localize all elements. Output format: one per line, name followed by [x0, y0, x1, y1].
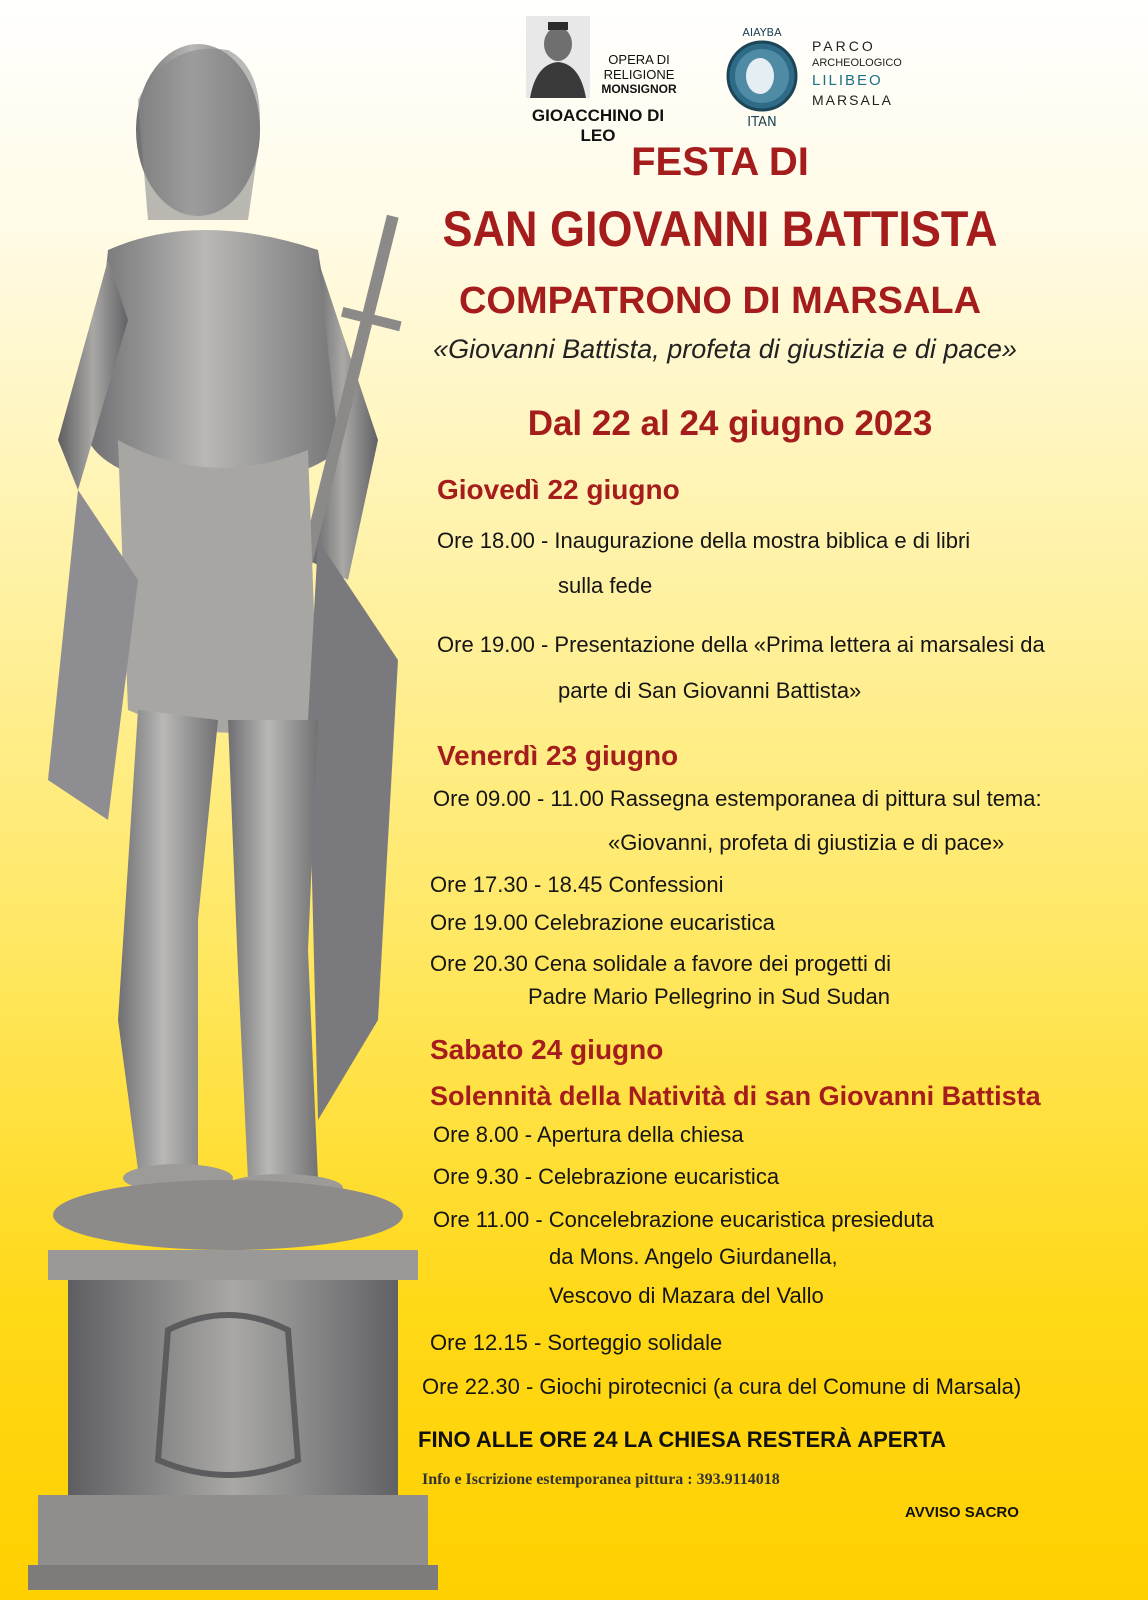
day2-line1: Ore 09.00 - 11.00 Rassegna estemporanea di pittura sul tema:: [433, 786, 1042, 811]
day1-line4: parte di San Giovanni Battista»: [558, 678, 862, 703]
day2-line2: «Giovanni, profeta di giustizia e di pace»: [608, 830, 1005, 855]
coin-icon: [722, 20, 806, 132]
bishop-portrait-icon: [526, 16, 590, 98]
day3-line5: Vescovo di Mazara del Vallo: [549, 1283, 824, 1308]
info-contact: Info e Iscrizione estemporanea pittura : 393.9114018: [422, 1471, 780, 1488]
day3-line1: Ore 8.00 - Apertura della chiesa: [433, 1122, 744, 1147]
day1-line2: sulla fede: [558, 573, 653, 598]
opera-line3: MONSIGNOR: [601, 82, 677, 96]
avviso-sacro: AVVISO SACRO: [905, 1504, 1019, 1521]
title-san-giovanni: SAN GIOVANNI BATTISTA: [442, 201, 998, 257]
parco-archeologico-logo: [722, 20, 902, 132]
opera-line1: OPERA DI: [608, 52, 670, 67]
coin-top-text: AIAYBA: [742, 26, 782, 39]
opera-line4: GIOACCHINO DI LEO: [531, 106, 665, 145]
day3-line3: Ore 11.00 - Concelebrazione eucaristica presieduta: [433, 1207, 934, 1232]
day3-line6: Ore 12.15 - Sorteggio solidale: [430, 1330, 723, 1355]
day2-line5: Ore 20.30 Cena solidale a favore dei progetti di: [430, 951, 892, 976]
day1-title: Giovedì 22 giugno: [437, 474, 680, 505]
title-compatrono: COMPATRONO DI MARSALA: [458, 280, 982, 322]
parco-line4: MARSALA: [812, 92, 893, 108]
parco-line3: LILIBEO: [812, 72, 883, 89]
day3-line4: da Mons. Angelo Giurdanella,: [549, 1244, 838, 1269]
statue-illustration: [18, 20, 438, 1590]
parco-line2: ARCHEOLOGICO: [812, 57, 902, 69]
day1-line1: Ore 18.00 - Inaugurazione della mostra biblica e di libri: [437, 528, 971, 553]
coin-bottom-text: ITAN: [747, 115, 777, 130]
day1-line3: Ore 19.00 - Presentazione della «Prima lettera ai marsalesi da: [437, 632, 1045, 657]
day3-line2: Ore 9.30 - Celebrazione eucaristica: [433, 1164, 780, 1189]
day3-line7: Ore 22.30 - Giochi pirotecnici (a cura del Comune di Marsala): [422, 1374, 1022, 1399]
day3-subtitle: Solennità della Natività di san Giovanni Battista: [430, 1081, 1041, 1111]
day2-line4: Ore 19.00 Celebrazione eucaristica: [430, 910, 775, 935]
day3-title: Sabato 24 giugno: [430, 1034, 664, 1065]
closing-notice: FINO ALLE ORE 24 LA CHIESA RESTERÀ APERTA: [418, 1427, 947, 1452]
event-dates: Dal 22 al 24 giugno 2023: [527, 404, 933, 443]
parco-line1: PARCO: [812, 38, 876, 54]
motto: «Giovanni Battista, profeta di giustizia e di pace»: [433, 334, 1017, 364]
title-festa-di: FESTA DI: [631, 140, 809, 184]
day2-title: Venerdì 23 giugno: [437, 740, 679, 771]
opera-line2: RELIGIONE: [603, 67, 675, 82]
opera-religione-logo: [518, 16, 678, 145]
day2-line3: Ore 17.30 - 18.45 Confessioni: [430, 872, 724, 897]
day2-line6: Padre Mario Pellegrino in Sud Sudan: [528, 984, 891, 1009]
